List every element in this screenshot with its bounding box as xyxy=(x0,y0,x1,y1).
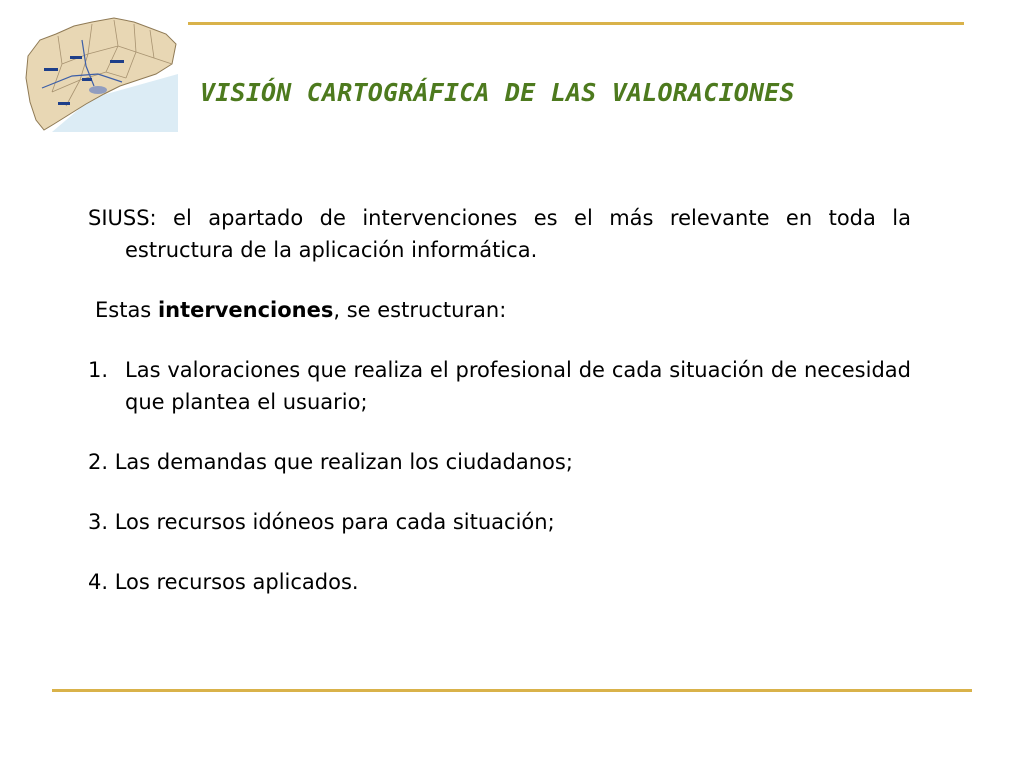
map-graphic xyxy=(22,16,178,132)
list-item-text: Las valoraciones que realiza el profesional de cada situación de necesidad que plantea el usuario; xyxy=(125,358,911,414)
province-map-icon xyxy=(22,16,178,132)
lead-before: Estas xyxy=(95,298,158,322)
map-label-marks xyxy=(44,68,58,71)
top-divider xyxy=(188,22,964,25)
lead-bold: intervenciones xyxy=(157,298,334,322)
list-item: 4. Los recursos aplicados. xyxy=(88,570,359,594)
list-item-number: 1. xyxy=(88,358,109,382)
slide-title: VISIÓN CARTOGRÁFICA DE LAS VALORACIONES xyxy=(200,78,795,107)
list-item xyxy=(88,354,911,418)
lead-paragraph xyxy=(88,294,911,326)
intro-paragraph: SIUSS: el apartado de intervenciones es el más relevante en toda la estructura de la aplicación informática. xyxy=(88,206,911,262)
bottom-divider xyxy=(52,689,972,692)
list-item: 2. Las demandas que realizan los ciudadanos; xyxy=(88,450,573,474)
slide-body xyxy=(88,202,911,598)
lead-after: , se estructuran: xyxy=(333,298,507,322)
map-city xyxy=(89,86,107,94)
list-item: 3. Los recursos idóneos para cada situación; xyxy=(88,510,555,534)
